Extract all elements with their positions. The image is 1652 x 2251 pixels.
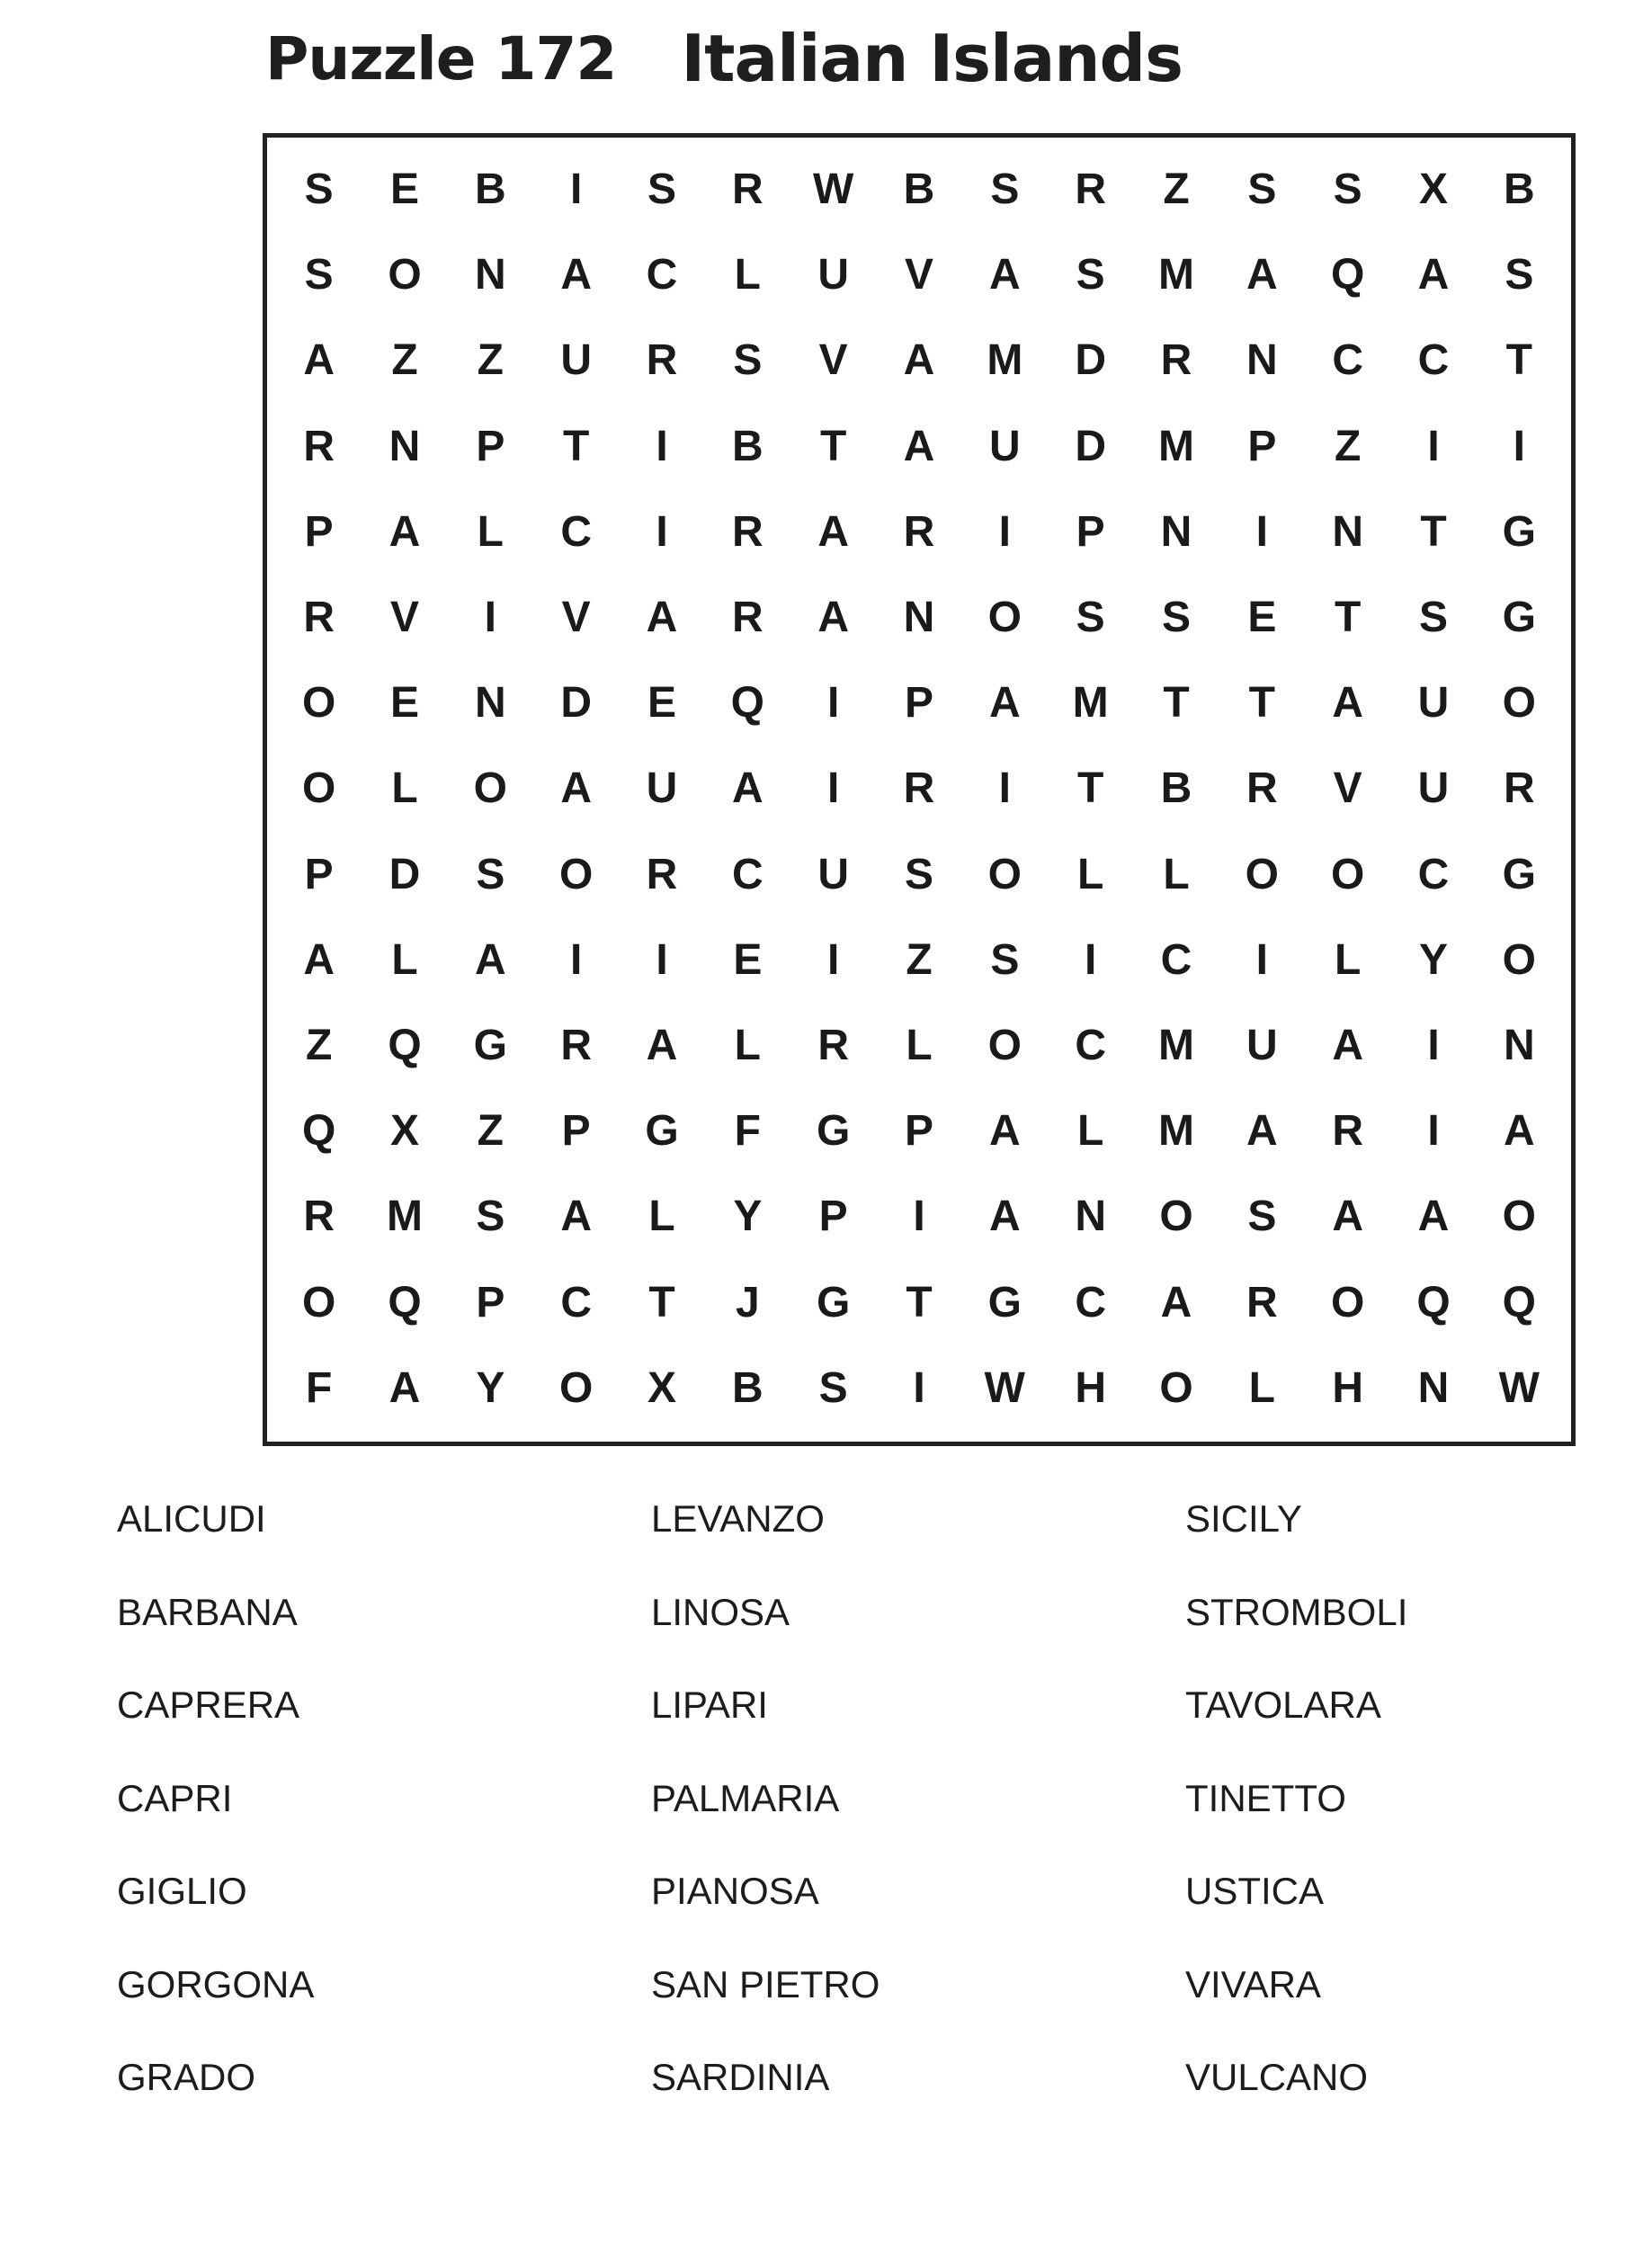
puzzle-number: Puzzle 172 [265,23,617,94]
grid-cell: A [560,764,592,813]
grid-cell: N [1332,507,1363,556]
grid-cell: I [1513,422,1525,470]
grid-cell: C [1417,850,1450,898]
word-list-item: LIPARI [651,1684,768,1726]
grid-cell: S [1247,1192,1277,1241]
grid-cell: N [1075,1192,1106,1241]
grid-cell: I [998,764,1011,813]
grid-cell: A [1160,1278,1192,1326]
grid-cell: B [731,1363,763,1412]
grid-cell: A [1246,1107,1278,1156]
grid-cell: M [1158,1022,1194,1070]
word-list-item: BARBANA [117,1590,298,1633]
word-list-item: PIANOSA [651,1870,819,1912]
grid-cell: M [987,336,1023,385]
grid-cell: O [388,251,422,299]
grid-cell: N [474,251,506,299]
grid-cell: Z [1335,422,1362,470]
grid-cell: M [1158,251,1194,299]
grid-cell: A [903,422,935,470]
grid-cell: L [477,507,504,556]
grid-cell: S [1076,251,1105,299]
word-list-item: SAN PIETRO [651,1962,880,2005]
grid-cell: R [817,1022,849,1070]
grid-cell: G [987,1278,1022,1326]
grid-cell: L [391,935,418,984]
grid-cell: P [1247,422,1277,470]
grid-cell: G [645,1107,679,1156]
grid-cell: Z [477,1107,504,1156]
grid-cell: D [1075,336,1106,385]
grid-cell: A [1503,1107,1535,1156]
grid-cell: V [818,336,848,385]
grid-cell: C [1417,336,1450,385]
grid-cell: I [1255,507,1268,556]
grid-cell: N [1417,1363,1450,1412]
grid-cell: T [820,422,847,470]
grid-cell: A [560,251,592,299]
grid-cell: Z [391,336,418,385]
grid-cell: G [816,1278,851,1326]
word-list-column [651,1497,1185,2152]
word-list-item: USTICA [1185,1870,1325,1912]
grid-cell: S [1333,165,1362,214]
grid-cell: O [301,764,336,813]
grid-cell: P [561,1107,591,1156]
grid-cell: Q [388,1022,422,1070]
grid-cell: S [818,1363,848,1412]
word-list-item: LINOSA [651,1590,790,1633]
grid-cell: W [984,1363,1025,1412]
word-list-item: CAPRI [117,1776,233,1819]
grid-cell: R [303,594,335,642]
word-list-item: LEVANZO [651,1497,825,1540]
grid-cell: R [1160,336,1192,385]
grid-cell: P [304,850,334,898]
grid-cell: Q [1416,1278,1451,1326]
word-list-column [1185,1497,1574,2152]
grid-cell: W [1498,1363,1540,1412]
grid-cell: L [906,1022,933,1070]
grid-cell: P [476,422,505,470]
grid-cell: R [731,507,763,556]
grid-cell: A [1332,679,1363,728]
grid-cell: D [1075,422,1106,470]
grid-cell: N [474,679,506,728]
grid-cell: I [656,935,668,984]
grid-cell: O [301,1278,336,1326]
grid-cell: M [1072,679,1109,728]
word-search-grid-frame [263,133,1576,1446]
grid-cell: S [476,850,505,898]
grid-cell: T [1420,507,1447,556]
word-list-item: STROMBOLI [1185,1590,1408,1633]
grid-cell: T [648,1278,675,1326]
grid-cell: U [1417,764,1450,813]
grid-cell: Q [1502,1278,1536,1326]
word-list-item: SICILY [1185,1497,1302,1540]
grid-cell: U [1246,1022,1278,1070]
grid-cell: Y [733,1192,763,1241]
grid-cell: L [734,251,761,299]
grid-cell: O [558,850,594,898]
grid-cell: C [731,850,763,898]
grid-cell: U [646,764,678,813]
grid-cell: I [1084,935,1097,984]
grid-cell: S [304,165,334,214]
grid-cell: P [476,1278,505,1326]
grid-cell: G [473,1022,507,1070]
grid-cell: Q [388,1278,422,1326]
grid-cell: Y [1418,935,1448,984]
grid-cell: R [1503,764,1535,813]
grid-cell: R [560,1022,592,1070]
word-list-item: GIGLIO [117,1870,247,1912]
grid-cell: O [1502,679,1536,728]
grid-cell: Q [1330,251,1365,299]
grid-cell: A [1332,1022,1363,1070]
grid-cell: T [1505,336,1532,385]
grid-cell: R [1246,764,1278,813]
grid-cell: F [734,1107,761,1156]
word-search-grid [276,147,1562,1431]
grid-cell: S [647,165,676,214]
grid-cell: A [1332,1192,1363,1241]
grid-cell: L [1248,1363,1275,1412]
grid-cell: E [389,679,419,728]
grid-cell: E [1247,594,1277,642]
grid-cell: R [731,594,763,642]
grid-cell: E [647,679,676,728]
grid-cell: O [987,850,1022,898]
grid-cell: D [388,850,421,898]
grid-cell: L [1077,850,1104,898]
grid-cell: I [1427,422,1440,470]
grid-cell: A [646,594,678,642]
grid-cell: Z [1163,165,1190,214]
grid-cell: L [1163,850,1190,898]
grid-cell: I [826,679,840,728]
grid-cell: A [303,935,335,984]
grid-cell: N [1503,1022,1535,1070]
grid-cell: O [1245,850,1279,898]
grid-cell: E [733,935,763,984]
grid-cell: R [903,507,935,556]
grid-cell: R [903,764,935,813]
grid-cell: W [813,165,854,214]
grid-cell: S [904,850,933,898]
grid-cell: R [731,165,763,214]
grid-cell: U [817,850,849,898]
grid-cell: M [387,1192,423,1241]
grid-cell: G [816,1107,851,1156]
grid-cell: A [388,507,421,556]
grid-cell: U [817,251,849,299]
grid-cell: B [1160,764,1192,813]
grid-cell: A [560,1192,592,1241]
grid-cell: C [1332,336,1363,385]
grid-cell: B [731,422,763,470]
grid-cell: M [1158,422,1194,470]
grid-cell: A [388,1363,421,1412]
grid-cell: Z [306,1022,333,1070]
grid-cell: L [1077,1107,1104,1156]
word-list-item: SARDINIA [651,2056,830,2098]
grid-cell: Q [730,679,764,728]
grid-cell: N [388,422,421,470]
word-list-column [117,1497,651,2152]
grid-cell: A [731,764,763,813]
grid-cell: A [817,507,849,556]
word-list-item: GRADO [117,2056,256,2098]
grid-cell: R [1075,165,1106,214]
grid-cell: R [303,1192,335,1241]
grid-cell: A [1417,251,1450,299]
grid-cell: A [988,251,1021,299]
grid-cell: I [826,935,840,984]
grid-cell: R [646,336,678,385]
grid-cell: V [904,251,933,299]
grid-cell: O [1330,1278,1365,1326]
grid-cell: I [913,1192,925,1241]
grid-cell: A [988,1192,1021,1241]
grid-cell: S [1505,251,1534,299]
grid-cell: A [303,336,335,385]
grid-cell: R [1332,1107,1363,1156]
grid-cell: T [1163,679,1190,728]
grid-cell: C [560,507,592,556]
grid-cell: T [563,422,590,470]
grid-cell: T [906,1278,933,1326]
grid-cell: J [735,1278,760,1326]
grid-cell: V [389,594,419,642]
grid-cell: H [1075,1363,1106,1412]
grid-cell: A [817,594,849,642]
word-list-item: VIVARA [1185,1962,1321,2005]
grid-cell: F [306,1363,333,1412]
grid-cell: X [1418,165,1448,214]
grid-cell: N [903,594,935,642]
grid-cell: C [560,1278,592,1326]
grid-cell: S [1161,594,1191,642]
grid-cell: S [476,1192,505,1241]
grid-cell: I [569,165,583,214]
grid-cell: U [1417,679,1450,728]
word-list-item: TAVOLARA [1185,1684,1381,1726]
grid-cell: R [303,422,335,470]
grid-cell: I [656,507,668,556]
grid-cell: I [569,935,583,984]
grid-cell: O [1502,1192,1536,1241]
grid-cell: S [733,336,763,385]
grid-cell: D [560,679,592,728]
grid-cell: I [1427,1107,1440,1156]
page-header [265,18,1183,99]
page-title: Italian Islands [681,21,1183,96]
grid-cell: M [1158,1107,1194,1156]
grid-cell: R [1246,1278,1278,1326]
grid-cell: C [1160,935,1192,984]
grid-cell: N [1160,507,1192,556]
grid-cell: U [988,422,1021,470]
grid-cell: S [1076,594,1105,642]
grid-cell: C [1075,1278,1106,1326]
grid-cell: O [558,1363,594,1412]
grid-cell: T [1248,679,1275,728]
grid-cell: P [904,1107,933,1156]
grid-cell: I [913,1363,925,1412]
grid-cell: O [1159,1192,1193,1241]
grid-cell: O [473,764,507,813]
grid-cell: I [1427,1022,1440,1070]
grid-cell: C [1075,1022,1106,1070]
grid-cell: U [560,336,592,385]
word-list-item: VULCANO [1185,2056,1369,2098]
grid-cell: I [656,422,668,470]
grid-cell: R [646,850,678,898]
word-list [117,1497,1574,2152]
grid-cell: I [1255,935,1268,984]
grid-cell: A [988,1107,1021,1156]
grid-cell: L [391,764,418,813]
grid-cell: O [1330,850,1365,898]
word-list-item: GORGONA [117,1962,315,2005]
grid-cell: S [1418,594,1448,642]
grid-cell: L [1335,935,1362,984]
word-list-item: ALICUDI [117,1497,266,1540]
grid-cell: O [1502,935,1536,984]
grid-cell: C [646,251,678,299]
grid-cell: S [990,165,1020,214]
grid-cell: P [304,507,334,556]
grid-cell: I [484,594,496,642]
grid-cell: N [1246,336,1278,385]
grid-cell: B [1503,165,1535,214]
grid-cell: I [826,764,840,813]
grid-cell: G [1502,507,1536,556]
word-list-item: CAPRERA [117,1684,300,1726]
grid-cell: Z [477,336,504,385]
grid-cell: Z [906,935,933,984]
grid-cell: O [987,594,1022,642]
grid-cell: S [304,251,334,299]
grid-cell: A [1246,251,1278,299]
grid-cell: A [474,935,506,984]
grid-cell: V [1333,764,1362,813]
grid-cell: G [1502,594,1536,642]
grid-cell: S [990,935,1020,984]
grid-cell: T [1335,594,1362,642]
word-list-item: TINETTO [1185,1776,1346,1819]
grid-cell: A [646,1022,678,1070]
grid-cell: B [903,165,935,214]
grid-cell: O [1159,1363,1193,1412]
word-list-item: PALMARIA [651,1776,840,1819]
grid-cell: X [647,1363,676,1412]
grid-cell: O [987,1022,1022,1070]
grid-cell: E [389,165,419,214]
grid-cell: V [561,594,591,642]
grid-cell: T [1077,764,1104,813]
grid-cell: P [818,1192,848,1241]
grid-cell: A [1417,1192,1450,1241]
grid-cell: P [1076,507,1105,556]
grid-cell: L [648,1192,675,1241]
grid-cell: Q [301,1107,336,1156]
grid-cell: B [474,165,506,214]
grid-cell: O [301,679,336,728]
grid-cell: I [998,507,1011,556]
grid-cell: P [904,679,933,728]
grid-cell: G [1502,850,1536,898]
grid-cell: Y [476,1363,505,1412]
grid-cell: A [988,679,1021,728]
grid-cell: X [389,1107,419,1156]
grid-cell: H [1332,1363,1363,1412]
grid-cell: S [1247,165,1277,214]
grid-cell: L [734,1022,761,1070]
grid-cell: A [903,336,935,385]
